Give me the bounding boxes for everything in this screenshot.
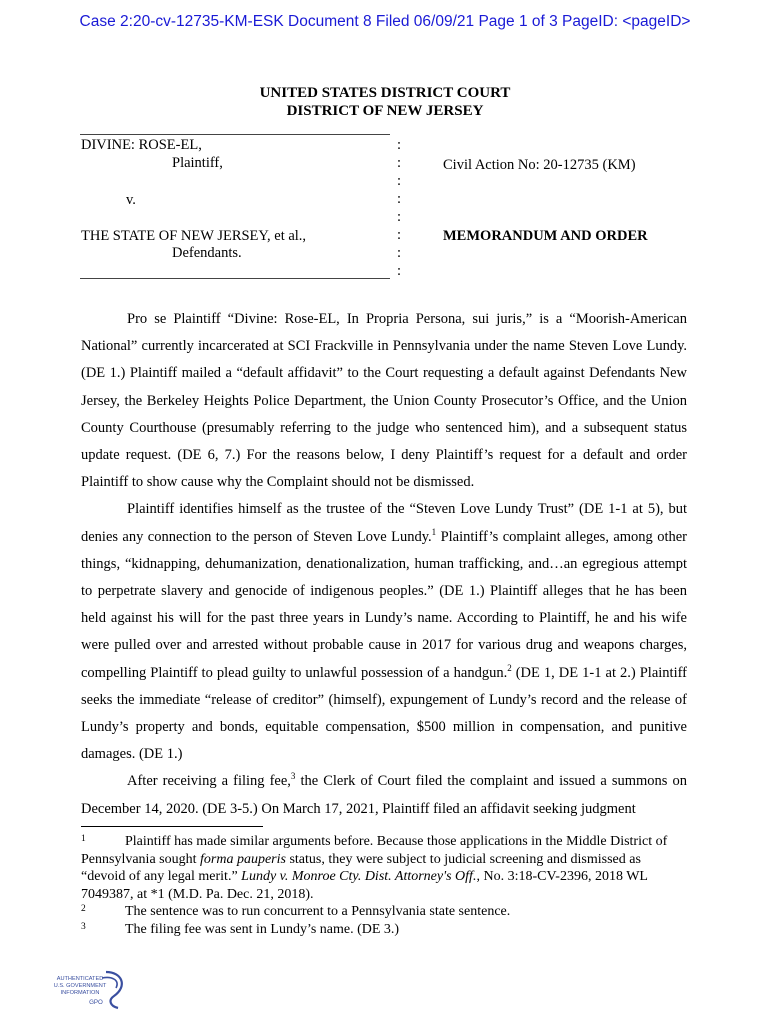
- court-title: [0, 84, 770, 120]
- footnote-text: [81, 833, 673, 903]
- body-paragraph: [81, 496, 687, 768]
- document-title: MEMORANDUM AND ORDER: [443, 228, 648, 244]
- paragraph-text: Plaintiff’s complaint alleges, among other things, “kidnapping, dehumanization, denationalization, human trafficking, and…an egregious attempt to perpetrate slavery and genocide of indigenous peoples.” (DE 1.) Plaintiff alleges that he has been held against his will for the past three years in Lundy’s name. According to Plaintiff, he and his wife were pulled over and arrested without probable cause in 2017 for various drug and weapons charges, compelling Plaintiff to plead guilty to unlawful possession of a handgun.: [81, 528, 687, 681]
- caption-colon: :: [397, 227, 402, 243]
- caption-top-rule: [80, 134, 390, 135]
- footnote-ref[interactable]: 1: [431, 526, 437, 537]
- logo-text-line: AUTHENTICATED: [56, 976, 104, 982]
- case-header-stamp: Case 2:20-cv-12735-KM-ESK Document 8 Filed 06/09/21 Page 1 of 3 PageID: <pageID>: [79, 13, 691, 30]
- defendant-name: THE STATE OF NEW JERSEY, et al.,: [81, 228, 307, 244]
- footnote-separator: [81, 826, 263, 827]
- paragraph-text: Plaintiff identifies himself as the trustee of the “Steven Love Lundy Trust” (DE 1-1 at 5), but denies any connection to the person of Steven Love Lundy.: [81, 501, 687, 545]
- paragraph-text: Pro se Plaintiff “Divine: Rose-EL, In Propria Persona, sui juris,” is a “Moorish-American National” currently incarcerated at SCI Frackville in Pennsylvania under the name Steven Love Lundy. (DE 1.) Plaintiff mailed a “default affidavit” to the Court requesting a default against Defendants New Jersey, the Berkeley Heights Police Department, the Union County Prosecutor’s Office, and the Union County Courthouse (presumably referring to the judge who sentenced him), and a subsequent status update request. (DE 6, 7.) For the reasons below, I deny Plaintiff’s request for a default and order Plaintiff to show cause why the Complaint should not be dismissed.: [81, 311, 687, 491]
- memorandum-body: [81, 306, 687, 823]
- case-citation: Lundy v. Monroe Cty. Dist. Attorney's Off.: [241, 869, 477, 885]
- caption-colon: :: [397, 191, 402, 207]
- paragraph-text: (DE 1, DE 1-1 at 2.) Plaintiff seeks the immediate “release of creditor” (himself), expungement of Lundy’s record and the release of Lundy’s property and bonds, equitable compensation, $500 million in compensation, and punitive damages. (DE 1.): [81, 664, 687, 763]
- footnote-number: 1: [81, 834, 86, 844]
- footnote-italic: forma pauperis: [200, 851, 286, 867]
- footnote-ref[interactable]: 2: [507, 662, 512, 673]
- caption-colon: :: [397, 209, 402, 225]
- caption-colon: :: [397, 263, 402, 279]
- footnote-2: [81, 903, 673, 921]
- court-name: UNITED STATES DISTRICT COURT: [259, 85, 511, 101]
- footnote-text-part: status, they were subject to judicial screening and dismissed as “devoid of any legal merit.”: [81, 851, 641, 885]
- footnote-text: The sentence was to run concurrent to a Pennsylvania state sentence.: [125, 904, 511, 920]
- logo-text-line: INFORMATION: [60, 990, 100, 996]
- caption-colon: :: [397, 137, 402, 153]
- caption-bottom-rule: [80, 278, 390, 279]
- footnote-ref[interactable]: 3: [290, 771, 296, 782]
- footnote-number: 2: [81, 904, 86, 915]
- defendant-role: Defendants.: [172, 245, 242, 261]
- footnote-number: 3: [81, 921, 86, 932]
- civil-action-number: Civil Action No: 20-12735 (KM): [443, 157, 636, 173]
- body-paragraph: [81, 768, 687, 822]
- logo-text-line: U.S. GOVERNMENT: [53, 983, 107, 989]
- gpo-authenticated-logo: [40, 966, 132, 1012]
- court-district: DISTRICT OF NEW JERSEY: [286, 103, 484, 119]
- logo-gpo-text: GPO: [89, 999, 103, 1006]
- footnote-text-part: , No. 3:18-CV-2396, 2018 WL 7049387, at *1 (M.D. Pa. Dec. 21, 2018).: [81, 869, 648, 902]
- paragraph-text: the Clerk of Court filed the complaint and issued a summons on December 14, 2020. (DE 3-5.) On March 17, 2021, Plaintiff filed an affidavit seeking judgment: [81, 773, 687, 817]
- footnote-1: [81, 833, 673, 903]
- footnotes: [81, 833, 673, 939]
- versus-label: v.: [126, 192, 136, 208]
- plaintiff-name: DIVINE: ROSE-EL,: [81, 137, 202, 153]
- footnote-text-part: Plaintiff has made similar arguments before. Because those applications in the Middle District of Pennsylvania sought: [81, 834, 668, 867]
- caption-colon: :: [397, 155, 402, 171]
- paragraph-text: After receiving a filing fee,: [127, 773, 291, 790]
- footnote-3: [81, 921, 673, 939]
- plaintiff-role: Plaintiff,: [172, 155, 223, 171]
- body-paragraph: [81, 306, 687, 496]
- footnote-text: The filing fee was sent in Lundy’s name. (DE 3.): [125, 921, 400, 937]
- caption-colon: :: [397, 173, 402, 189]
- caption-colon: :: [397, 245, 402, 261]
